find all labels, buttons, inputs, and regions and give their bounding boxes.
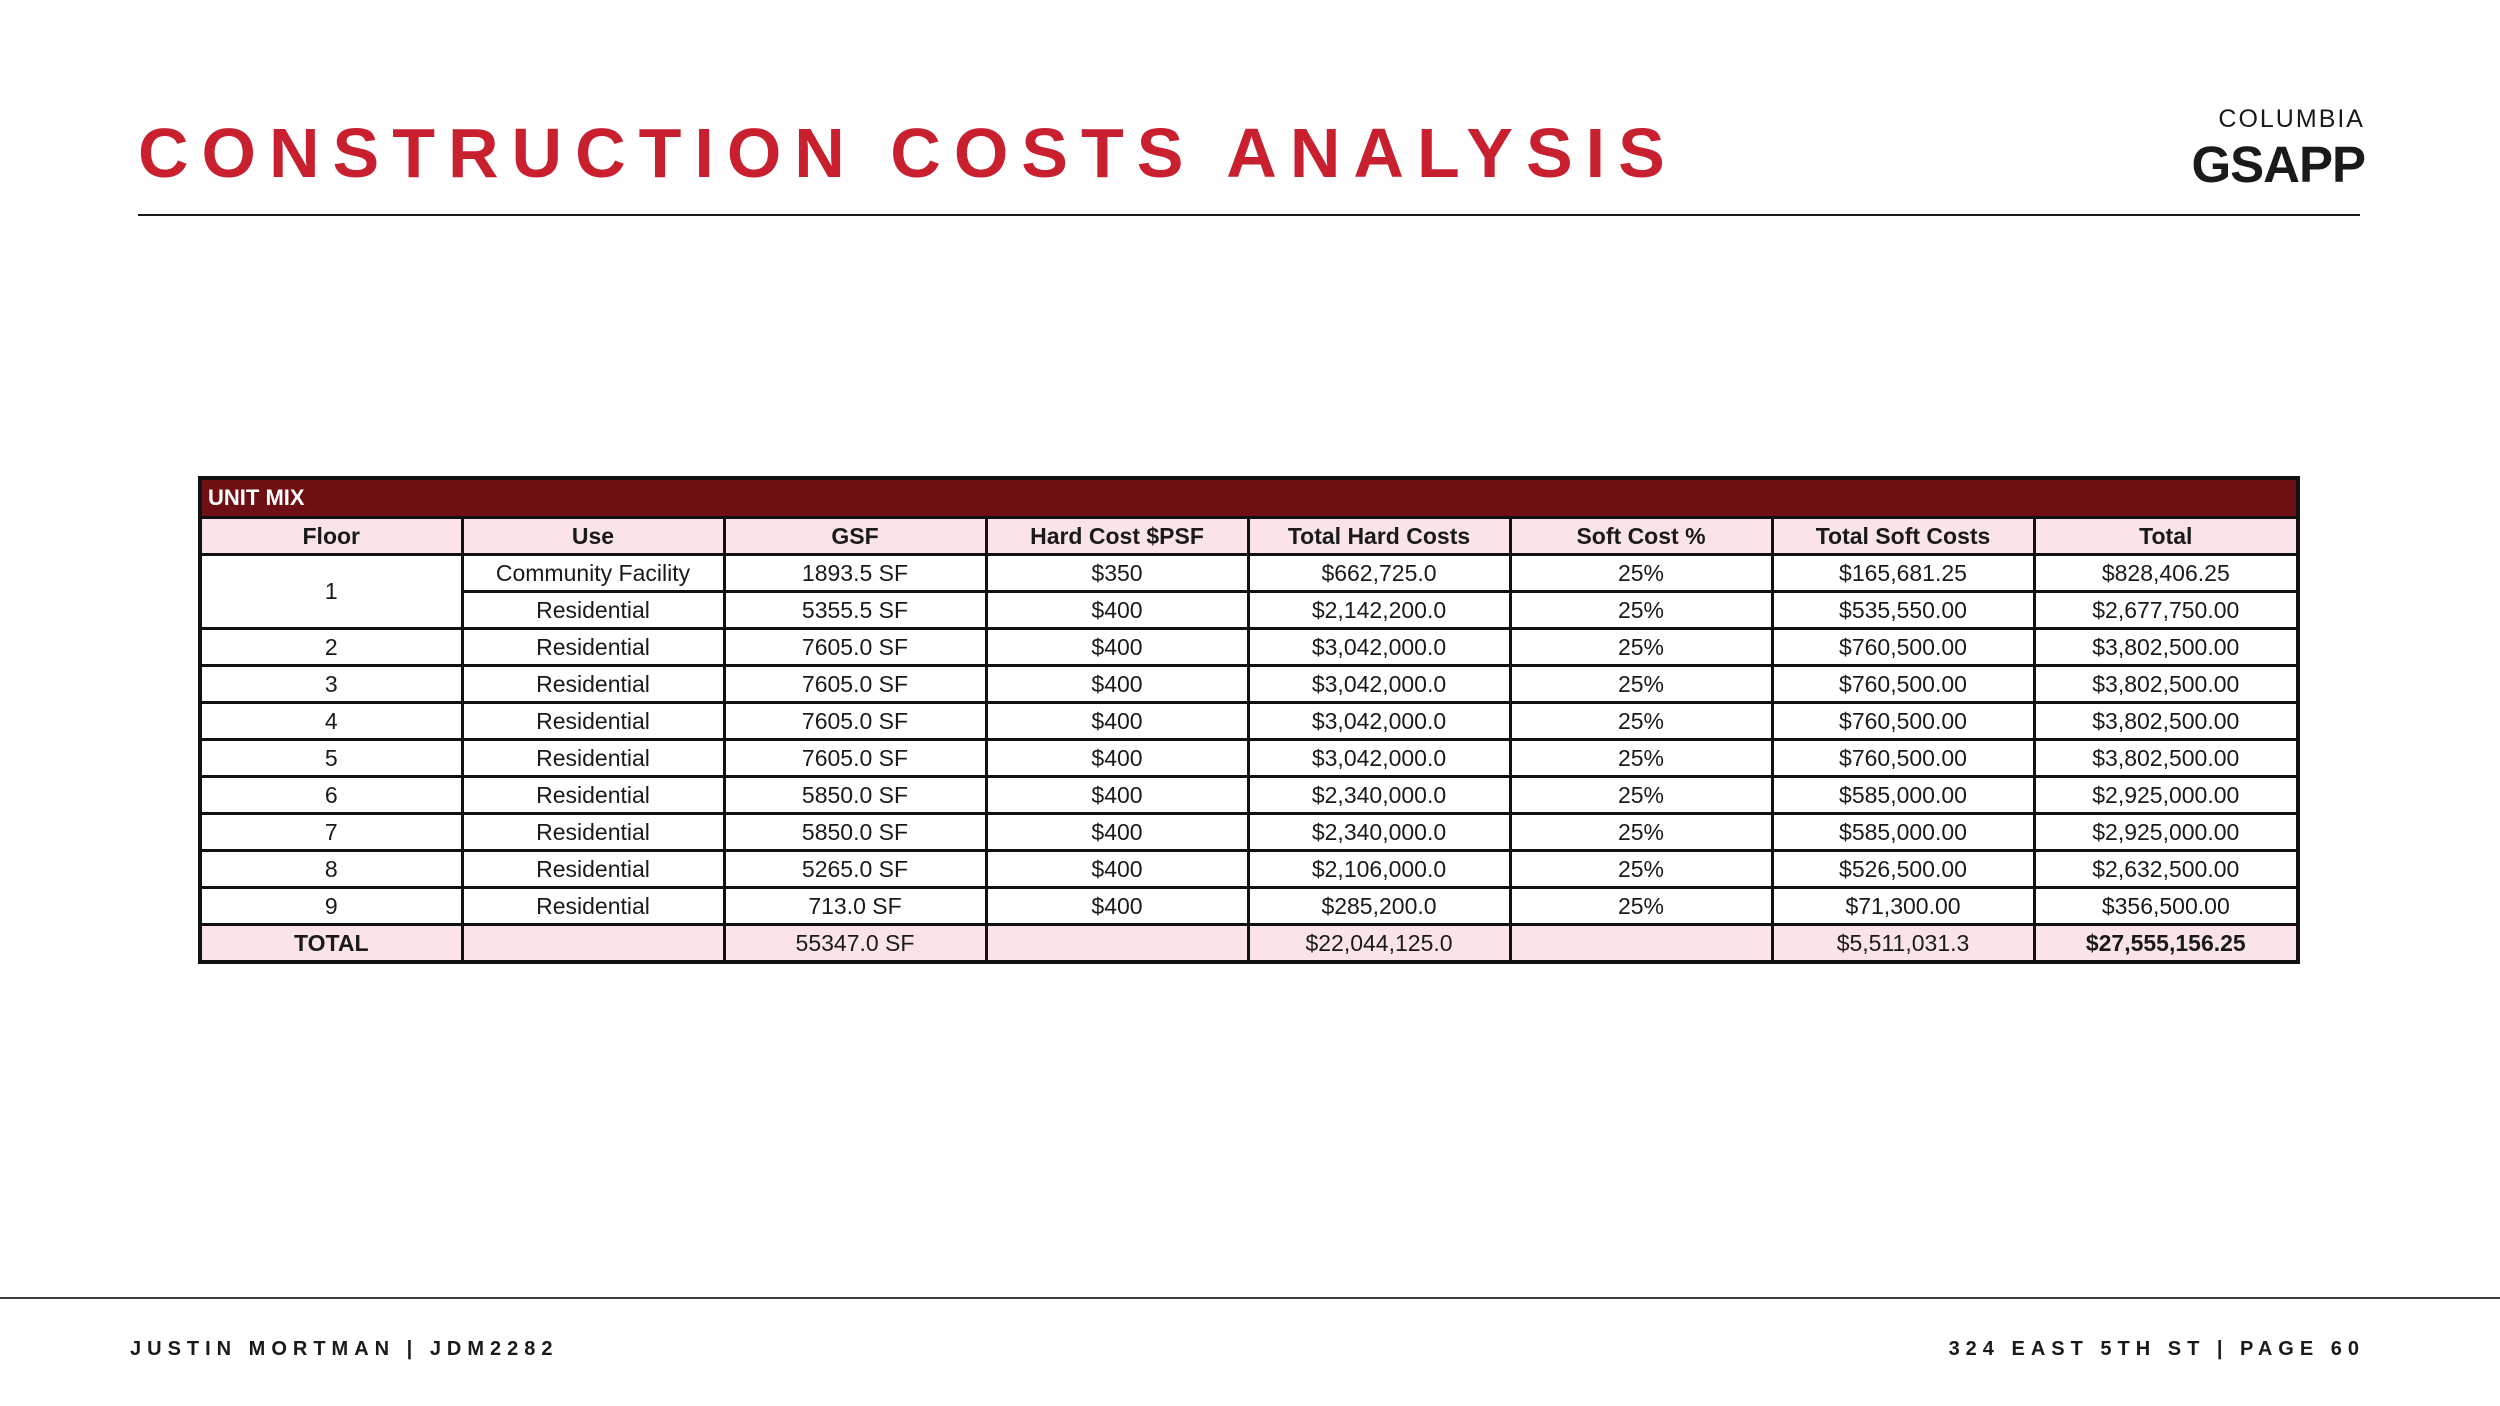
gsf-cell: 5355.5 SF bbox=[724, 592, 986, 629]
use-cell: Residential bbox=[462, 777, 724, 814]
hard-cost-psf-cell: $400 bbox=[986, 888, 1248, 925]
table-row bbox=[200, 814, 2298, 851]
total-cell: $3,802,500.00 bbox=[2034, 666, 2298, 703]
table-row bbox=[200, 740, 2298, 777]
title-divider bbox=[138, 214, 2360, 216]
table-row bbox=[200, 592, 2298, 629]
soft-cost-pct-cell: 25% bbox=[1510, 851, 1772, 888]
gsf-cell: 7605.0 SF bbox=[724, 629, 986, 666]
hard-cost-psf-cell: $400 bbox=[986, 814, 1248, 851]
column-header: Floor bbox=[200, 518, 462, 555]
use-cell: Residential bbox=[462, 814, 724, 851]
table-row bbox=[200, 555, 2298, 592]
footer-divider bbox=[0, 1297, 2500, 1299]
table-row bbox=[200, 666, 2298, 703]
floor-cell: 5 bbox=[200, 740, 462, 777]
total-soft-costs-cell: $760,500.00 bbox=[1772, 629, 2034, 666]
gsf-cell: 5265.0 SF bbox=[724, 851, 986, 888]
column-header: Soft Cost % bbox=[1510, 518, 1772, 555]
table-total-row bbox=[200, 925, 2298, 963]
floor-cell: 8 bbox=[200, 851, 462, 888]
floor-cell: 9 bbox=[200, 888, 462, 925]
total-cell: $2,925,000.00 bbox=[2034, 814, 2298, 851]
column-header: Total Soft Costs bbox=[1772, 518, 2034, 555]
unit-mix-table bbox=[198, 476, 2300, 964]
total-soft-costs: $5,511,031.3 bbox=[1772, 925, 2034, 963]
total-hard-costs-cell: $2,340,000.0 bbox=[1248, 777, 1510, 814]
footer-page-info: 324 EAST 5TH ST | PAGE 60 bbox=[1948, 1338, 2365, 1360]
footer-author: JUSTIN MORTMAN | JDM2282 bbox=[130, 1338, 559, 1360]
total-hard-costs-cell: $3,042,000.0 bbox=[1248, 740, 1510, 777]
gsf-cell: 713.0 SF bbox=[724, 888, 986, 925]
total-cell: $3,802,500.00 bbox=[2034, 703, 2298, 740]
hard-cost-psf-cell: $400 bbox=[986, 851, 1248, 888]
table-row bbox=[200, 888, 2298, 925]
total-cell: $3,802,500.00 bbox=[2034, 740, 2298, 777]
use-cell: Residential bbox=[462, 851, 724, 888]
table-row bbox=[200, 851, 2298, 888]
gsf-cell: 5850.0 SF bbox=[724, 814, 986, 851]
table-body bbox=[200, 555, 2298, 925]
soft-cost-pct-cell: 25% bbox=[1510, 777, 1772, 814]
table-header-row bbox=[200, 518, 2298, 555]
column-header: Use bbox=[462, 518, 724, 555]
total-soft-costs-cell: $535,550.00 bbox=[1772, 592, 2034, 629]
hard-cost-psf-cell: $400 bbox=[986, 777, 1248, 814]
logo-gsapp-text: GSAPP bbox=[2191, 136, 2365, 193]
total-hard-costs-cell: $3,042,000.0 bbox=[1248, 629, 1510, 666]
total-soft-costs-cell: $165,681.25 bbox=[1772, 555, 2034, 592]
floor-cell: 7 bbox=[200, 814, 462, 851]
total-soft-costs-cell: $71,300.00 bbox=[1772, 888, 2034, 925]
total-cell-empty bbox=[462, 925, 724, 963]
hard-cost-psf-cell: $400 bbox=[986, 666, 1248, 703]
table-row bbox=[200, 703, 2298, 740]
total-hard-costs-cell: $285,200.0 bbox=[1248, 888, 1510, 925]
total-cell: $2,677,750.00 bbox=[2034, 592, 2298, 629]
grand-total: $27,555,156.25 bbox=[2034, 925, 2298, 963]
hard-cost-psf-cell: $400 bbox=[986, 629, 1248, 666]
floor-cell: 4 bbox=[200, 703, 462, 740]
total-cell-empty bbox=[986, 925, 1248, 963]
column-header: Total Hard Costs bbox=[1248, 518, 1510, 555]
total-gsf: 55347.0 SF bbox=[724, 925, 986, 963]
use-cell: Residential bbox=[462, 888, 724, 925]
soft-cost-pct-cell: 25% bbox=[1510, 666, 1772, 703]
hard-cost-psf-cell: $350 bbox=[986, 555, 1248, 592]
total-cell: $356,500.00 bbox=[2034, 888, 2298, 925]
total-soft-costs-cell: $526,500.00 bbox=[1772, 851, 2034, 888]
column-header: Hard Cost $PSF bbox=[986, 518, 1248, 555]
use-cell: Residential bbox=[462, 666, 724, 703]
gsf-cell: 1893.5 SF bbox=[724, 555, 986, 592]
total-hard-costs-cell: $3,042,000.0 bbox=[1248, 666, 1510, 703]
gsf-cell: 7605.0 SF bbox=[724, 666, 986, 703]
soft-cost-pct-cell: 25% bbox=[1510, 629, 1772, 666]
use-cell: Residential bbox=[462, 703, 724, 740]
soft-cost-pct-cell: 25% bbox=[1510, 888, 1772, 925]
table-row bbox=[200, 629, 2298, 666]
gsf-cell: 5850.0 SF bbox=[724, 777, 986, 814]
total-label: TOTAL bbox=[200, 925, 462, 963]
table-banner: UNIT MIX bbox=[200, 478, 2298, 518]
total-soft-costs-cell: $585,000.00 bbox=[1772, 777, 2034, 814]
table-row bbox=[200, 777, 2298, 814]
soft-cost-pct-cell: 25% bbox=[1510, 592, 1772, 629]
total-hard-costs-cell: $662,725.0 bbox=[1248, 555, 1510, 592]
total-soft-costs-cell: $760,500.00 bbox=[1772, 666, 2034, 703]
gsf-cell: 7605.0 SF bbox=[724, 740, 986, 777]
gsf-cell: 7605.0 SF bbox=[724, 703, 986, 740]
total-cell: $2,925,000.00 bbox=[2034, 777, 2298, 814]
hard-cost-psf-cell: $400 bbox=[986, 703, 1248, 740]
total-hard-costs: $22,044,125.0 bbox=[1248, 925, 1510, 963]
logo-columbia-text: COLUMBIA bbox=[2218, 105, 2365, 133]
total-hard-costs-cell: $3,042,000.0 bbox=[1248, 703, 1510, 740]
soft-cost-pct-cell: 25% bbox=[1510, 703, 1772, 740]
total-soft-costs-cell: $585,000.00 bbox=[1772, 814, 2034, 851]
floor-cell: 3 bbox=[200, 666, 462, 703]
use-cell: Residential bbox=[462, 592, 724, 629]
soft-cost-pct-cell: 25% bbox=[1510, 740, 1772, 777]
column-header: GSF bbox=[724, 518, 986, 555]
total-hard-costs-cell: $2,340,000.0 bbox=[1248, 814, 1510, 851]
floor-cell: 1 bbox=[200, 555, 462, 629]
total-soft-costs-cell: $760,500.00 bbox=[1772, 740, 2034, 777]
floor-cell: 6 bbox=[200, 777, 462, 814]
floor-cell: 2 bbox=[200, 629, 462, 666]
soft-cost-pct-cell: 25% bbox=[1510, 814, 1772, 851]
columbia-gsapp-logo bbox=[2150, 105, 2365, 195]
total-cell-empty bbox=[1510, 925, 1772, 963]
total-cell: $828,406.25 bbox=[2034, 555, 2298, 592]
total-hard-costs-cell: $2,142,200.0 bbox=[1248, 592, 1510, 629]
total-cell: $3,802,500.00 bbox=[2034, 629, 2298, 666]
column-header: Total bbox=[2034, 518, 2298, 555]
unit-mix-table-container bbox=[198, 476, 2296, 964]
page-title: CONSTRUCTION COSTS ANALYSIS bbox=[138, 114, 1678, 192]
total-hard-costs-cell: $2,106,000.0 bbox=[1248, 851, 1510, 888]
use-cell: Residential bbox=[462, 740, 724, 777]
total-soft-costs-cell: $760,500.00 bbox=[1772, 703, 2034, 740]
hard-cost-psf-cell: $400 bbox=[986, 592, 1248, 629]
use-cell: Community Facility bbox=[462, 555, 724, 592]
use-cell: Residential bbox=[462, 629, 724, 666]
total-cell: $2,632,500.00 bbox=[2034, 851, 2298, 888]
hard-cost-psf-cell: $400 bbox=[986, 740, 1248, 777]
soft-cost-pct-cell: 25% bbox=[1510, 555, 1772, 592]
table-banner-row bbox=[200, 478, 2298, 518]
